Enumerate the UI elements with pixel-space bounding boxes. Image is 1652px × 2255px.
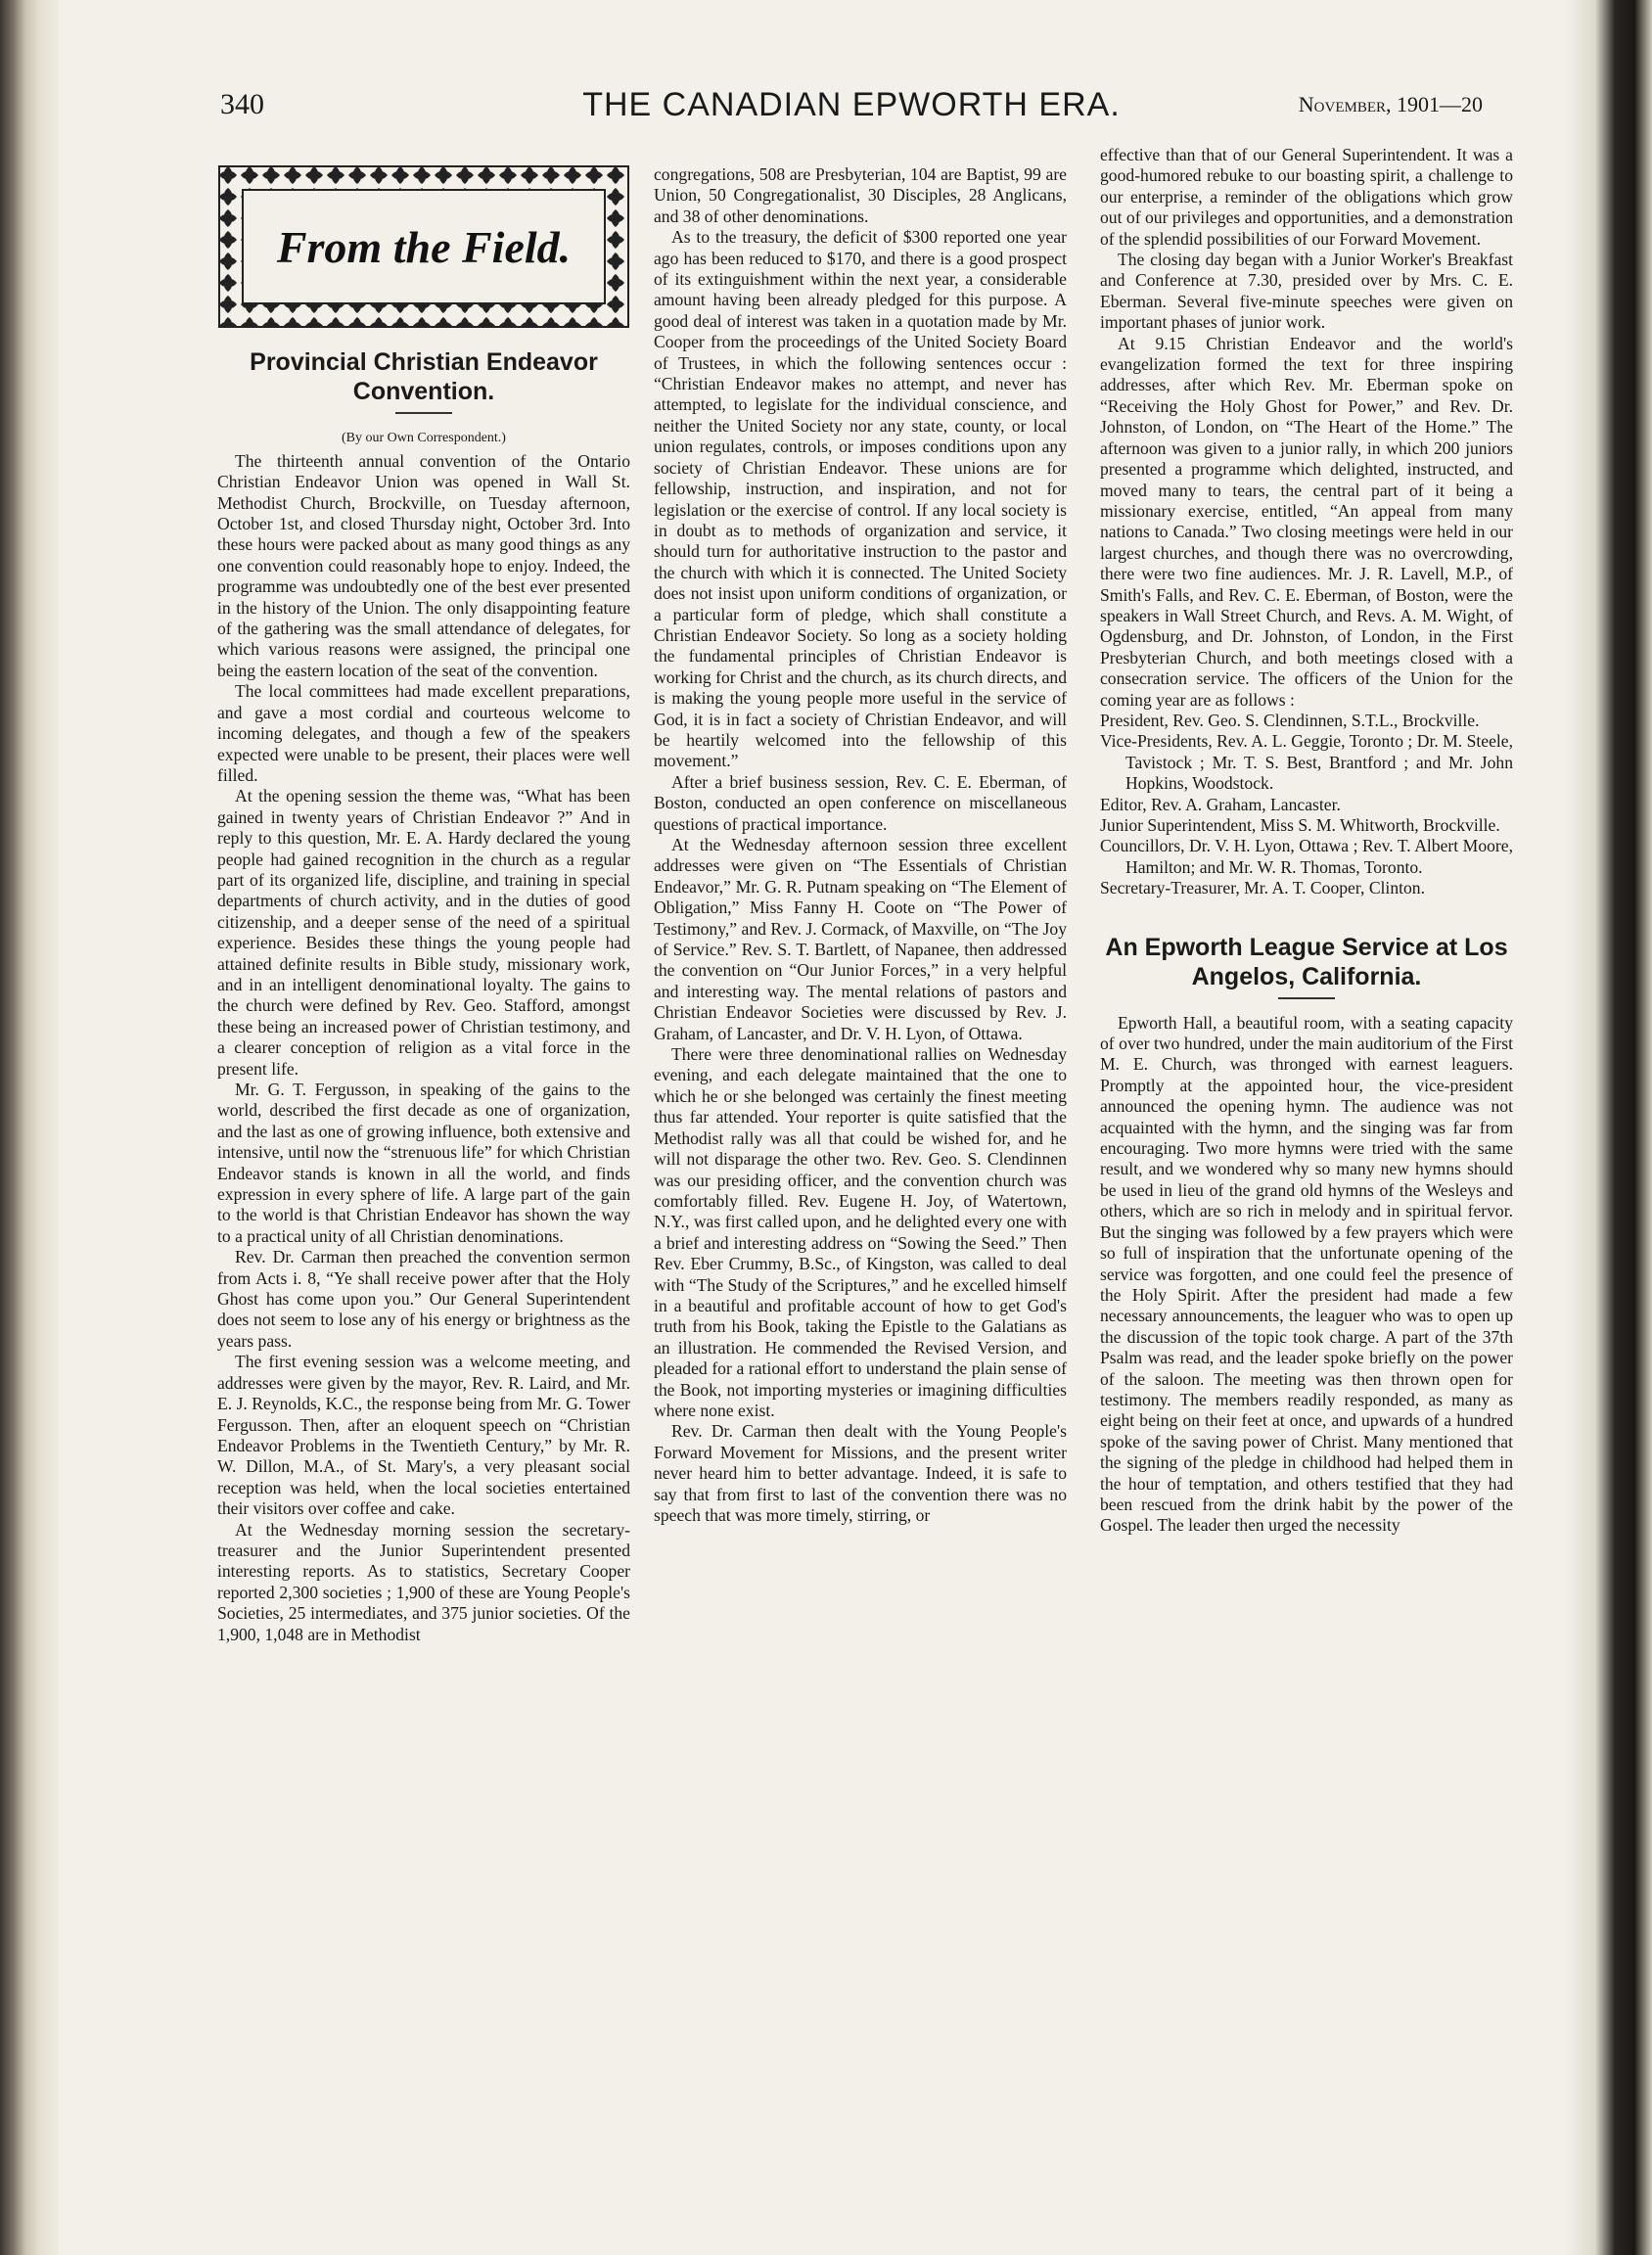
paragraph: Epworth Hall, a beautiful room, with a seating capacity of over two hundred, under the main auditorium of the First M. E. Church, was thronged with earnest leaguers. Promptly at the appointed hour, the vice-president announced the opening hymn. The audience was not acquainted with the hymn, and the singing was far from encouraging. Two more hymns were tried with the same result, and we wondered why so many new hymns should be used in lieu of the grand old hymns of the Wesleys and others, which are so rich in melody and in spiritual fervor. But the singing was followed by a few prayers which were so full of inspiration that the unfortunate opening of the service was forgotten, and one could feel the presence of the Holy Spirit. After the president had made a few necessary announcements, the leaguer who was to open up the discussion of the topic took charge. A part of the 37th Psalm was read, and the leader spoke briefly on the power of the saloon. The meeting was then thrown open for testimony. The members readily responded, as many as eight being on their feet at once, and upwards of a hundred spoke of the saving power of Christ. Many mentioned that the signing of the pledge in childhood had helped them in the hour of temptation, and others testified that they had been rescued from the drink habit by the power of the Gospel. The leader then urged the necessity [1100,1012,1513,1536]
officer-entry: Secretary-Treasurer, Mr. A. T. Cooper, Clinton. [1100,878,1426,898]
column-3 [1100,145,1513,1537]
paragraph: Mr. G. T. Fergusson, in speaking of the gains to the world, described the first decade as one of organization, and the last as one of growing influence, both extensive and intensive, until now the “strenuous life” for which Christian Endeavor stands is known in all the world, and finds expression in every sphere of life. A large part of the gain to the world is that Christian Endeavor has shown the way to a practical unity of all Christian denominations. [217,1080,630,1246]
from-the-field-banner [217,164,630,329]
paragraph: At 9.15 Christian Endeavor and the world's evangelization formed the text for three inspiring addresses, after which Rev. Mr. Eberman spoke on “Receiving the Holy Ghost for Power,” and Rev. Dr. Johnston, of London, on “The Heart of the Home.” The afternoon was given to a junior rally, in which 200 juniors presented a programme which delighted, instructed, and moved many to tears, the central part of it being a missionary exercise, entitled, “An appeal from many nations to Canada.” Two closing meetings were held in our largest churches, and though there was no overcrowding, there were two fine audiences. Mr. J. R. Lavell, M.P., of Smith's Falls, and Rev. C. E. Eberman, of Boston, were the speakers in Wall Street Church, and Revs. A. M. Wight, of Ogdensburg, and Dr. Johnston, of London, in the First Presbyterian Church, and both meetings closed with a consecration service. The officers of the Union for the coming year are as follows : [1100,333,1513,710]
column-2 [654,164,1067,1526]
officer-entry: President, Rev. Geo. S. Clendinnen, S.T.L., Brockville. [1100,710,1480,730]
officer-entry: Junior Superintendent, Miss S. M. Whitworth, Brockville. [1100,815,1500,835]
paragraph: The closing day began with a Junior Worker's Breakfast and Conference at 7.30, presided over by Mrs. C. E. Eberman. Several five-minute speeches were given on important phases of junior work. [1100,250,1513,333]
book-gutter [1566,0,1652,2255]
officer-entry: Councillors, Dr. V. H. Lyon, Ottawa ; Rev. T. Albert Moore, Hamilton; and Mr. W. R. Thomas, Toronto. [1100,836,1513,877]
paragraph: The thirteenth annual convention of the Ontario Christian Endeavor Union was opened in Wall St. Methodist Church, Brockville, on Tuesday afternoon, October 1st, and closed Thursday night, October 3rd. Into these hours were packed about as many good things as any one convention could reasonably hope to enjoy. Indeed, the programme was undoubtedly one of the best ever presented in the history of the Union. The only disappointing feature of the gathering was the small attendance of delegates, for which various reasons were assigned, the principal one being the eastern location of the seat of the convention. [217,450,630,680]
page-number: 340 [220,88,264,120]
book-binding-edge [0,0,59,2255]
byline: (By our Own Correspondent.) [342,431,506,446]
issue-date: November, 1901—20 [1298,92,1483,116]
paragraph: Rev. Dr. Carman then dealt with the Young People's Forward Movement for Missions, and the present writer never heard him to better advantage. Indeed, it is safe to say that from first to last of the convention there was no speech that was more timely, stirring, or [654,1421,1067,1525]
paragraph: The local committees had made excellent preparations, and gave a most cordial and courteous welcome to incoming delegates, and though a few of the speakers expected were unable to be present, their places were well filled. [217,681,630,785]
paragraph: At the Wednesday morning session the secretary-treasurer and the Junior Superintendent presented interesting reports. As to statistics, Secretary Cooper reported 2,300 societies ; 1,900 of these are Young People's Societies, 25 intermediates, and 375 junior societies. Of the 1,900, 1,048 are in Methodist [217,1519,630,1644]
paragraph: Rev. Dr. Carman then preached the convention sermon from Acts i. 8, “Ye shall receive power after that the Holy Ghost has come upon you.” Our General Superintendent does not seem to lose any of his energy or brightness as the years pass. [217,1247,630,1351]
officer-entry: Editor, Rev. A. Graham, Lancaster. [1100,794,1341,814]
paragraph: After a brief business session, Rev. C. E. Eberman, of Boston, conducted an open conference on miscellaneous questions of practical importance. [654,771,1067,834]
paragraph: effective than that of our General Superintendent. It was a good-humored rebuke to our boasting spirit, a challenge to our enterprise, a reminder of the obligations which grow out of our privileges and opportunities, and a demonstration of the splendid possibilities of our Forward Movement. [1100,145,1513,249]
officer-entry: Vice-Presidents, Rev. A. L. Geggie, Toronto ; Dr. M. Steele, Tavistock ; Mr. T. S. Best, Brantford ; and Mr. John Hopkins, Woodstock. [1100,731,1513,794]
running-header [220,88,1483,137]
publication-title: THE CANADIAN EPWORTH ERA. [582,86,1121,123]
article-headline: Provincial Christian Endeavor Convention. [250,348,598,406]
paragraph: At the opening session the theme was, “What has been gained in twenty years of Christian Endeavor ?” And in reply to this question, Mr. E. A. Hardy declared the young people had gained recognition in the church as a regular part of its organized life, discipline, and training in special departments of church activity, and in the duties of good citizenship, and a deeper sense of the need of a spiritual experience. Besides these things the young people had attained definite results in Bible study, missionary work, and in an intelligent denominational loyalty. The gains to the church were defined by Rev. Geo. Stafford, amongst these being an increased power of Christian testimony, and a clearer conception of religion as a vital force in the present life. [217,786,630,1079]
column-1 [217,164,630,1645]
divider [1278,997,1335,999]
article-headline: An Epworth League Service at Los Angelos, California. [1105,933,1508,990]
paragraph: As to the treasury, the deficit of $300 reported one year ago has been reduced to $170, and there is a good prospect of its extinguishment within the next year, a considerable amount having been already pledged for this purpose. A good deal of interest was taken in a quotation made by Mr. Cooper from the proceedings of the United Society Board of Trustees, in which the following sentences occur : “Christian Endeavor makes no attempt, and never has attempted, to legislate for the individual conscience, and neither the United Society nor any state, county, or local union regulates, controls, or imposes conditions upon any society of Christian Endeavor. These unions are for fellowship, instruction, and inspiration, and not for legislation or the exercise of control. If any local society is in doubt as to methods of organization and service, it should turn for authoritative instruction to the pastor and the church with which it is connected. The United Society does not insist upon uniform conditions of organization, or a particular form of pledge, which shall constitute a Christian Endeavor Society. So long as a society holding the fundamental principles of Christian Endeavor is working for Christ and the church, as its church directs, and is making the young people more useful in the service of God, it is in fact a society of Christian Endeavor, and will be heartily welcomed into the fellowship of this movement.” [654,227,1067,771]
paragraph: There were three denominational rallies on Wednesday evening, and each delegate maintained that the one to which he or she belonged was certainly the finest meeting thus far attended. Your reporter is quite satisfied that the Methodist rally was all that could be wished for, and he will not disparage the other two. Rev. Geo. S. Clendinnen was our presiding officer, and the convention church was comfortably filled. Rev. Eugene H. Joy, of Watertown, N.Y., was first called upon, and he delighted every one with a brief and interesting address on “Sowing the Seed.” Then Rev. Eber Crummy, B.Sc., of Kingston, was called to deal with “The Study of the Scriptures,” and he excelled himself in a beautiful and profitable account of how to get God's truth from his Book, taking the Epistle to the Galatians as an illustration. He commended the Revised Version, and pleaded for a rational effort to understand the plain sense of the Book, not importing mysteries or imagining difficulties where none exist. [654,1044,1067,1420]
paragraph: congregations, 508 are Presbyterian, 104 are Baptist, 99 are Union, 50 Congregationalist, 30 Disciples, 28 Anglicans, and 38 of other denominations. [654,164,1067,226]
paragraph: At the Wednesday afternoon session three excellent addresses were given on “The Essentials of Christian Endeavor,” Mr. G. R. Putnam speaking on “The Element of Obligation,” Miss Fanny H. Coote on “The Power of Testimony,” and Rev. J. Cormack, of Maxville, on “The Joy of Service.” Rev. S. T. Bartlett, of Napanee, then addressed the convention on “Our Junior Forces,” in a very helpful and interesting way. The mental relations of pastors and Christian Endeavor Societies were discussed by Rev. J. Graham, of Lancaster, and Dr. V. H. Lyon, of Ottawa. [654,835,1067,1043]
banner-title: From the Field. [276,222,572,272]
paragraph: The first evening session was a welcome meeting, and addresses were given by the mayor, Rev. R. Laird, and Mr. E. J. Reynolds, K.C., the response being from Mr. G. Tower Fergusson. Then, after an eloquent speech on “Christian Endeavor Problems in the Twentieth Century,” by Mr. R. W. Dillon, M.A., of St. Mary's, a very pleasant social reception was held, when the local societies entertained their visitors over coffee and cake. [217,1352,630,1519]
divider [395,412,452,414]
